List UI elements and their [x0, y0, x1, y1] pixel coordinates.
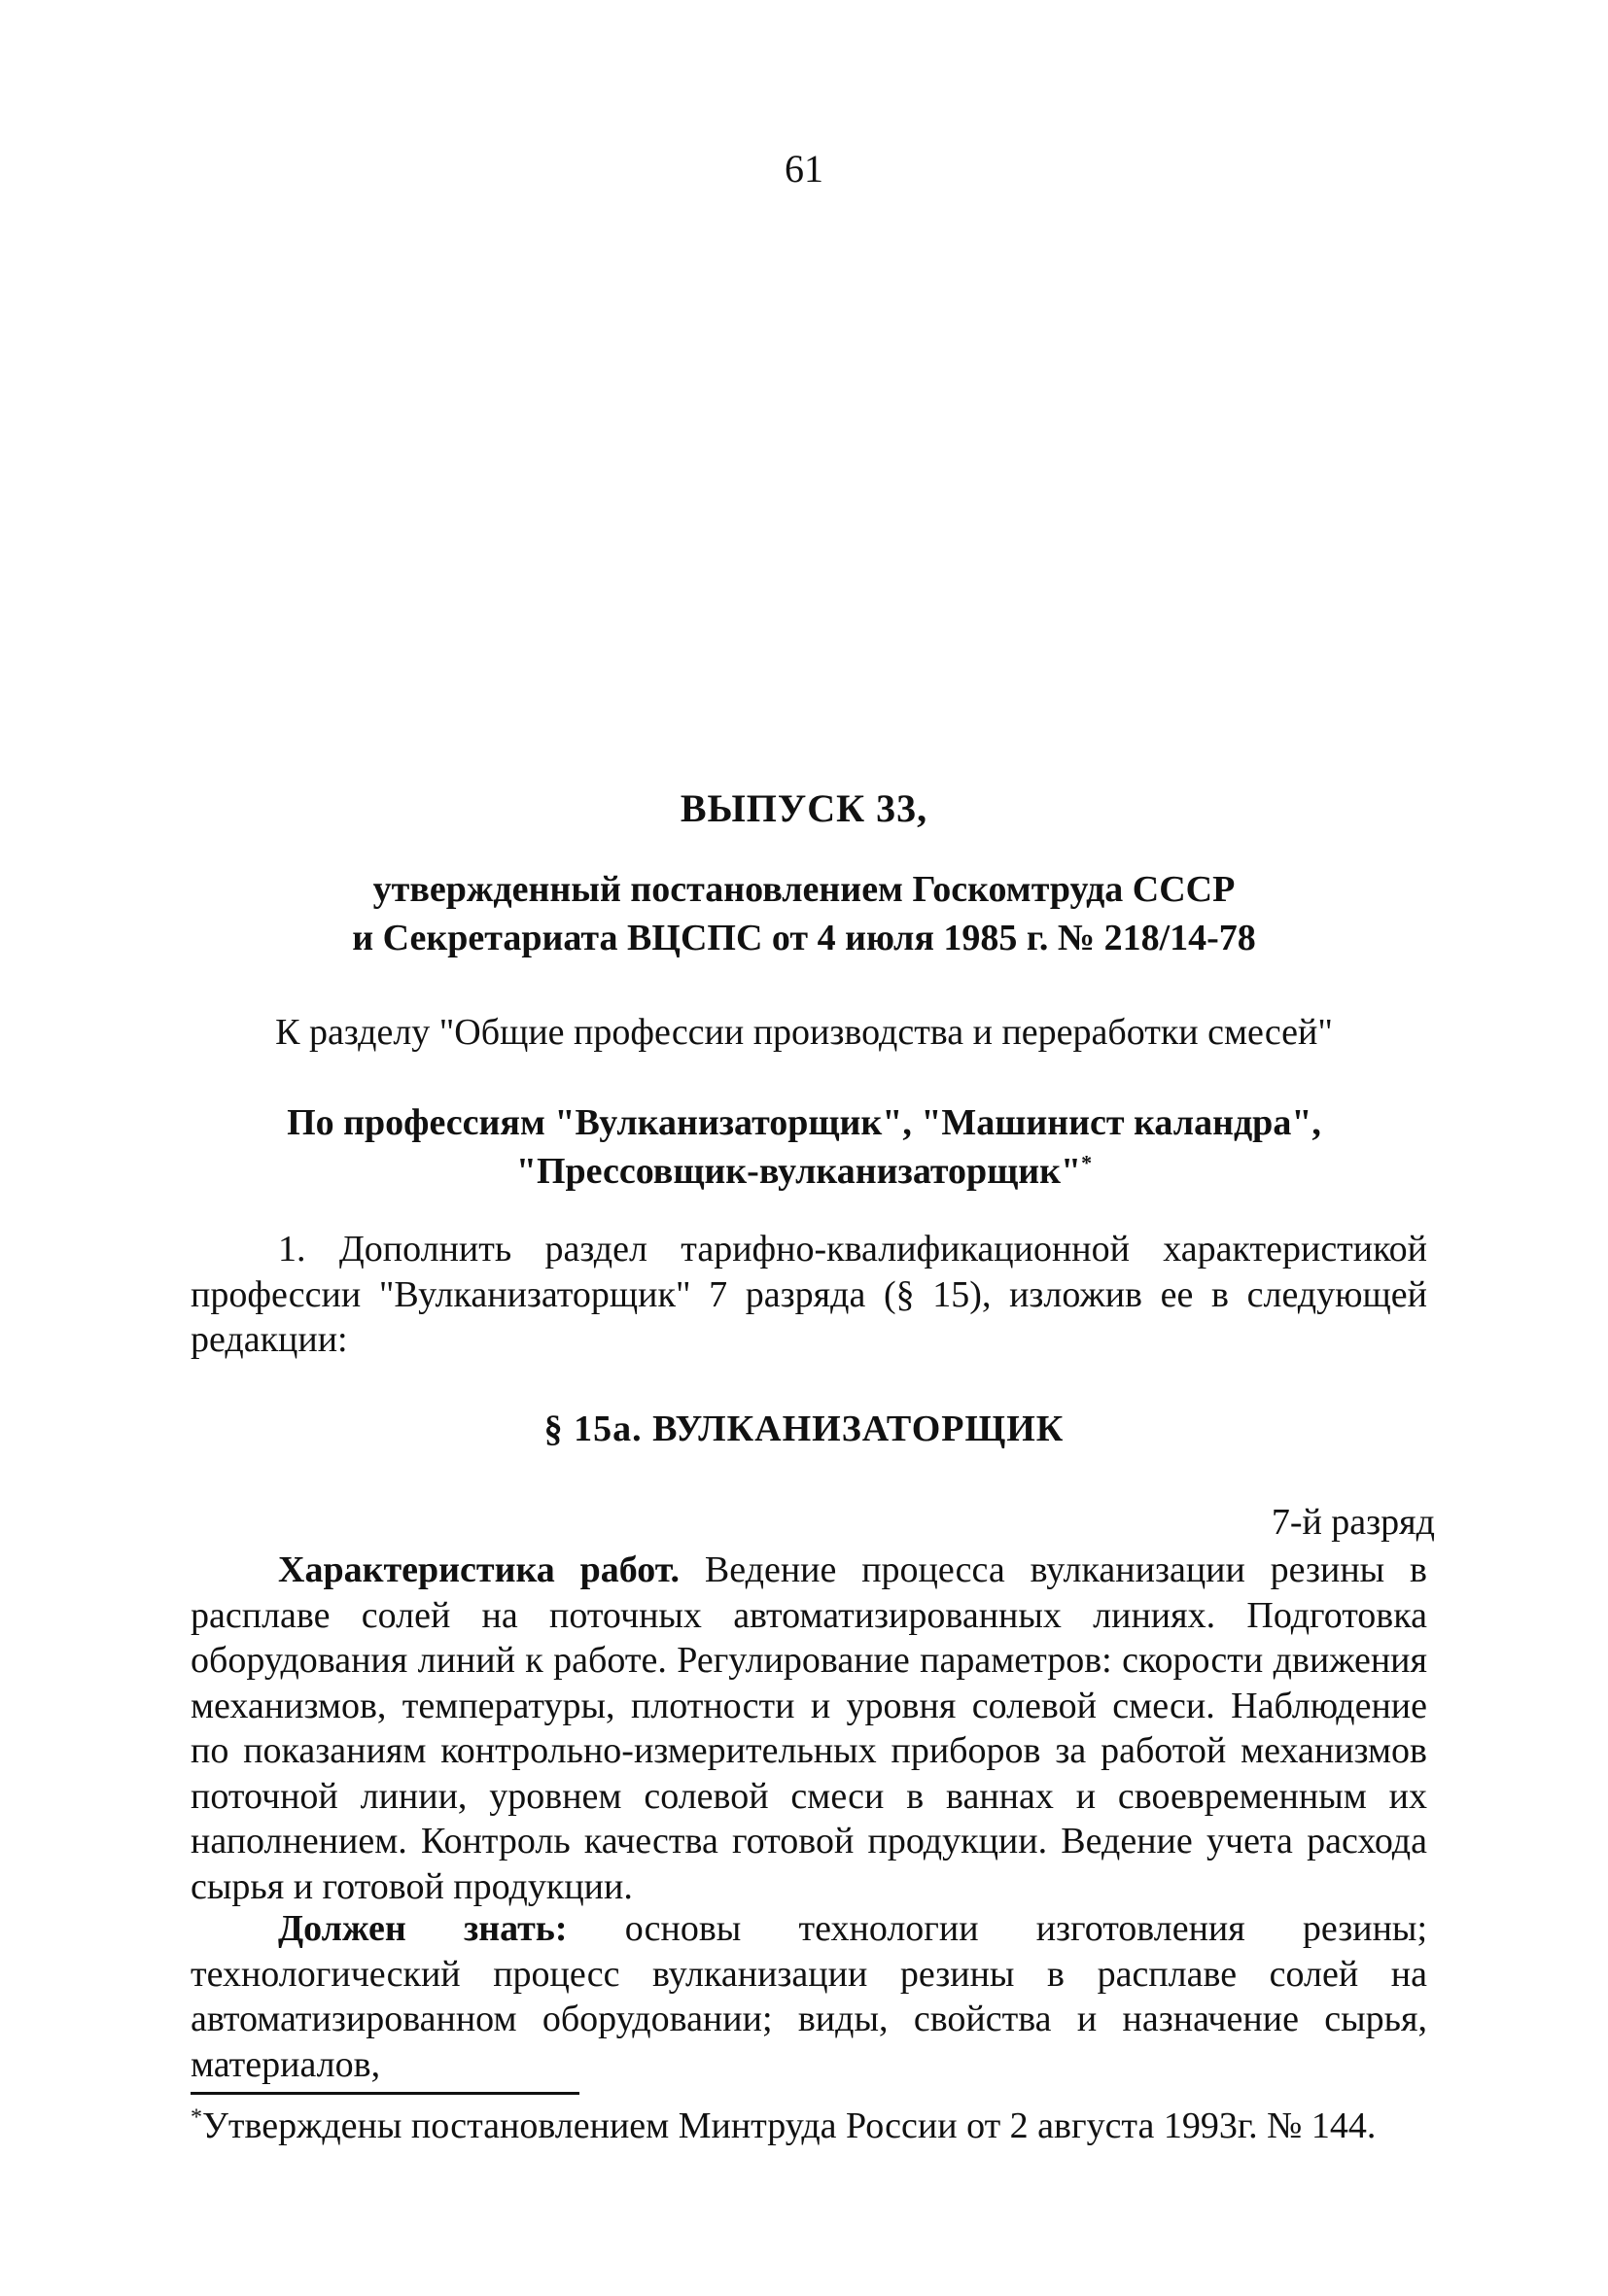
paragraph-amendment — [191, 1227, 1427, 1363]
footnote-reference-mark: * — [1081, 1150, 1093, 1175]
footnote-divider — [191, 2092, 579, 2095]
work-characteristics-lead: Характеристика работ. — [278, 1549, 681, 1590]
must-know-body: основы технологии изготовления резины; технологический процесс вулканизации резины в расплаве солей на автоматизированном оборудовании; виды, свойства и назначение сырья, материалов, — [191, 1908, 1427, 2085]
approval-statement — [0, 865, 1608, 962]
section-heading-15a: § 15а. ВУЛКАНИЗАТОРЩИК — [543, 1409, 1065, 1449]
section-reference: К разделу "Общие профессии производства и переработки смесей" — [275, 1012, 1333, 1053]
professions-line-1: По профессиям "Вулканизаторщик", "Машинист каландра", — [287, 1102, 1321, 1143]
grade-label: 7-й разряд — [1271, 1502, 1435, 1543]
approval-line-1: утвержденный постановлением Госкомтруда СССР — [372, 869, 1236, 910]
must-know-paragraph — [191, 1906, 1427, 2087]
work-characteristics-paragraph — [191, 1548, 1427, 1909]
professions-heading — [0, 1098, 1608, 1196]
must-know-lead: Должен знать: — [278, 1908, 568, 1949]
footnote-mark: * — [191, 2105, 202, 2131]
footnote — [191, 2104, 1427, 2148]
approval-line-2: и Секретариата ВЦСПС от 4 июля 1985 г. № 218/14-78 — [352, 918, 1256, 958]
professions-line-2-text: "Прессовщик-вулканизаторщик" — [515, 1151, 1082, 1192]
professions-line-2 — [0, 1147, 1608, 1196]
must-know-text — [191, 1906, 1427, 2087]
work-characteristics-text — [191, 1548, 1427, 1909]
footnote-text: Утверждены постановлением Минтруда России от 2 августа 1993г. № 144. — [202, 2105, 1377, 2146]
work-characteristics-body: Ведение процесса вулканизации резины в расплаве солей на поточных автоматизированных линиях. Подготовка оборудования линий к работе. Регулирование параметров: скорости движения механизмов, температуры, плотности и уровня солевой смеси. Наблюдение по показаниям контрольно-измерительных приборов за работой механизмов поточной линии, уровнем солевой смеси в ваннах и своевременным их наполнением. Контроль качества готовой продукции. Ведение учета расхода сырья и готовой продукции. — [191, 1549, 1427, 1907]
page-number: 61 — [785, 147, 823, 191]
paragraph-amendment-text: 1. Дополнить раздел тарифно-квалификационной характеристикой профессии "Вулканизаторщик" 7 разряда (§ 15), изложив ее в следующей редакции: — [191, 1229, 1427, 1360]
issue-title: ВЫПУСК 33, — [680, 786, 928, 830]
